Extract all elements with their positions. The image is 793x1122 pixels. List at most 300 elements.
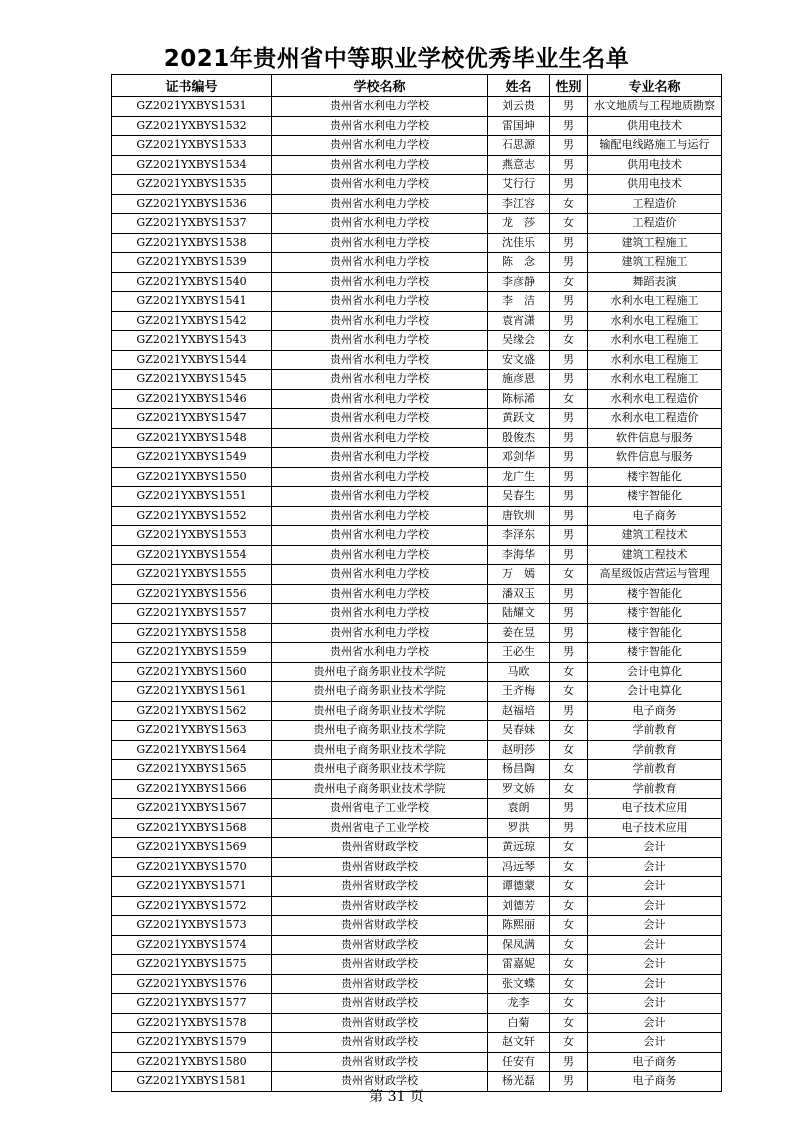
table-row xyxy=(112,331,722,351)
certificate-number-cell: GZ2021YXBYS1559 xyxy=(112,643,272,663)
certificate-number-cell: GZ2021YXBYS1551 xyxy=(112,487,272,507)
gender-cell: 女 xyxy=(550,194,588,214)
school-name-cell: 贵州电子商务职业技术学院 xyxy=(272,682,488,702)
gender-cell: 女 xyxy=(550,838,588,858)
table-row xyxy=(112,682,722,702)
school-name-cell: 贵州省水利电力学校 xyxy=(272,467,488,487)
school-name-cell: 贵州省水利电力学校 xyxy=(272,116,488,136)
table-row xyxy=(112,1033,722,1053)
school-name-cell: 贵州省水利电力学校 xyxy=(272,506,488,526)
certificate-number-cell: GZ2021YXBYS1560 xyxy=(112,662,272,682)
major-cell: 水利水电工程施工 xyxy=(588,311,722,331)
major-cell: 软件信息与服务 xyxy=(588,448,722,468)
gender-cell: 女 xyxy=(550,662,588,682)
school-name-cell: 贵州省财政学校 xyxy=(272,916,488,936)
gender-cell: 女 xyxy=(550,974,588,994)
major-cell: 供用电技术 xyxy=(588,116,722,136)
student-name-cell: 吴春妹 xyxy=(488,721,550,741)
student-name-cell: 王齐梅 xyxy=(488,682,550,702)
table-row xyxy=(112,389,722,409)
student-name-cell: 陈 念 xyxy=(488,253,550,273)
certificate-number-cell: GZ2021YXBYS1565 xyxy=(112,760,272,780)
school-name-cell: 贵州省财政学校 xyxy=(272,1072,488,1092)
certificate-number-cell: GZ2021YXBYS1541 xyxy=(112,292,272,312)
school-name-cell: 贵州省财政学校 xyxy=(272,935,488,955)
certificate-number-cell: GZ2021YXBYS1563 xyxy=(112,721,272,741)
student-name-cell: 王必生 xyxy=(488,643,550,663)
certificate-number-cell: GZ2021YXBYS1533 xyxy=(112,136,272,156)
table-row xyxy=(112,350,722,370)
major-cell: 学前教育 xyxy=(588,779,722,799)
school-name-cell: 贵州省财政学校 xyxy=(272,1033,488,1053)
school-name-cell: 贵州省电子工业学校 xyxy=(272,799,488,819)
student-name-cell: 邓剑华 xyxy=(488,448,550,468)
student-name-cell: 李 洁 xyxy=(488,292,550,312)
student-name-cell: 袁朗 xyxy=(488,799,550,819)
major-cell: 会计电算化 xyxy=(588,662,722,682)
certificate-number-cell: GZ2021YXBYS1532 xyxy=(112,116,272,136)
student-name-cell: 刘云贵 xyxy=(488,97,550,117)
table-row xyxy=(112,311,722,331)
table-row xyxy=(112,565,722,585)
school-name-cell: 贵州省水利电力学校 xyxy=(272,526,488,546)
school-name-cell: 贵州省水利电力学校 xyxy=(272,155,488,175)
gender-cell: 男 xyxy=(550,1072,588,1092)
table-row xyxy=(112,857,722,877)
certificate-number-cell: GZ2021YXBYS1562 xyxy=(112,701,272,721)
table-row xyxy=(112,740,722,760)
school-name-cell: 贵州省水利电力学校 xyxy=(272,350,488,370)
major-cell: 会计 xyxy=(588,896,722,916)
table-row xyxy=(112,370,722,390)
gender-cell: 男 xyxy=(550,545,588,565)
major-cell: 楼宇智能化 xyxy=(588,467,722,487)
major-cell: 会计 xyxy=(588,916,722,936)
major-cell: 供用电技术 xyxy=(588,175,722,195)
certificate-number-cell: GZ2021YXBYS1536 xyxy=(112,194,272,214)
table-row xyxy=(112,896,722,916)
gender-cell: 男 xyxy=(550,311,588,331)
major-cell: 电子技术应用 xyxy=(588,799,722,819)
major-cell: 建筑工程施工 xyxy=(588,253,722,273)
major-cell: 会计 xyxy=(588,1013,722,1033)
table-row xyxy=(112,877,722,897)
school-name-cell: 贵州省财政学校 xyxy=(272,1013,488,1033)
certificate-number-cell: GZ2021YXBYS1579 xyxy=(112,1033,272,1053)
major-cell: 楼宇智能化 xyxy=(588,623,722,643)
student-name-cell: 李海华 xyxy=(488,545,550,565)
school-name-cell: 贵州电子商务职业技术学院 xyxy=(272,779,488,799)
student-name-cell: 潘双玉 xyxy=(488,584,550,604)
major-cell: 会计 xyxy=(588,1033,722,1053)
gender-cell: 男 xyxy=(550,97,588,117)
gender-cell: 女 xyxy=(550,682,588,702)
student-name-cell: 黄跃文 xyxy=(488,409,550,429)
student-name-cell: 赵明莎 xyxy=(488,740,550,760)
table-row xyxy=(112,604,722,624)
certificate-number-cell: GZ2021YXBYS1548 xyxy=(112,428,272,448)
major-cell: 电子商务 xyxy=(588,701,722,721)
certificate-number-cell: GZ2021YXBYS1572 xyxy=(112,896,272,916)
gender-cell: 女 xyxy=(550,896,588,916)
student-name-cell: 李泽东 xyxy=(488,526,550,546)
gender-cell: 女 xyxy=(550,994,588,1014)
table-row xyxy=(112,701,722,721)
certificate-number-cell: GZ2021YXBYS1571 xyxy=(112,877,272,897)
certificate-number-cell: GZ2021YXBYS1543 xyxy=(112,331,272,351)
school-name-cell: 贵州电子商务职业技术学院 xyxy=(272,740,488,760)
student-name-cell: 保凤满 xyxy=(488,935,550,955)
school-name-cell: 贵州省水利电力学校 xyxy=(272,233,488,253)
school-name-cell: 贵州省水利电力学校 xyxy=(272,136,488,156)
gender-cell: 男 xyxy=(550,604,588,624)
student-name-cell: 李彦静 xyxy=(488,272,550,292)
student-name-cell: 冯远琴 xyxy=(488,857,550,877)
major-cell: 会计 xyxy=(588,994,722,1014)
gender-cell: 男 xyxy=(550,584,588,604)
certificate-number-cell: GZ2021YXBYS1531 xyxy=(112,97,272,117)
page-title: 2021年贵州省中等职业学校优秀毕业生名单 xyxy=(163,46,630,72)
school-name-cell: 贵州省水利电力学校 xyxy=(272,409,488,429)
major-cell: 水文地质与工程地质勘察 xyxy=(588,97,722,117)
table-row xyxy=(112,643,722,663)
major-cell: 楼宇智能化 xyxy=(588,584,722,604)
school-name-cell: 贵州电子商务职业技术学院 xyxy=(272,701,488,721)
school-name-cell: 贵州省财政学校 xyxy=(272,974,488,994)
gender-cell: 男 xyxy=(550,155,588,175)
table-row xyxy=(112,272,722,292)
major-cell: 会计 xyxy=(588,955,722,975)
school-name-cell: 贵州省水利电力学校 xyxy=(272,448,488,468)
student-name-cell: 安文盛 xyxy=(488,350,550,370)
gender-cell: 男 xyxy=(550,370,588,390)
certificate-number-cell: GZ2021YXBYS1567 xyxy=(112,799,272,819)
student-name-cell: 杨光磊 xyxy=(488,1072,550,1092)
student-name-cell: 雷国坤 xyxy=(488,116,550,136)
student-name-cell: 艾行行 xyxy=(488,175,550,195)
table-row xyxy=(112,526,722,546)
student-name-cell: 陆耀文 xyxy=(488,604,550,624)
table-row xyxy=(112,428,722,448)
school-name-cell: 贵州省财政学校 xyxy=(272,896,488,916)
table-row xyxy=(112,155,722,175)
major-cell: 输配电线路施工与运行 xyxy=(588,136,722,156)
gender-cell: 女 xyxy=(550,1033,588,1053)
student-name-cell: 姜在昱 xyxy=(488,623,550,643)
header-student-name: 姓名 xyxy=(488,75,550,97)
school-name-cell: 贵州省财政学校 xyxy=(272,857,488,877)
major-cell: 会计 xyxy=(588,857,722,877)
certificate-number-cell: GZ2021YXBYS1558 xyxy=(112,623,272,643)
school-name-cell: 贵州省水利电力学校 xyxy=(272,175,488,195)
table-row xyxy=(112,175,722,195)
gender-cell: 男 xyxy=(550,253,588,273)
major-cell: 电子商务 xyxy=(588,1052,722,1072)
header-gender: 性别 xyxy=(550,75,588,97)
certificate-number-cell: GZ2021YXBYS1539 xyxy=(112,253,272,273)
gender-cell: 男 xyxy=(550,136,588,156)
certificate-number-cell: GZ2021YXBYS1535 xyxy=(112,175,272,195)
header-certificate-number: 证书编号 xyxy=(112,75,272,97)
gender-cell: 男 xyxy=(550,623,588,643)
certificate-number-cell: GZ2021YXBYS1546 xyxy=(112,389,272,409)
school-name-cell: 贵州省电子工业学校 xyxy=(272,818,488,838)
table-row xyxy=(112,136,722,156)
school-name-cell: 贵州省水利电力学校 xyxy=(272,389,488,409)
school-name-cell: 贵州省财政学校 xyxy=(272,1052,488,1072)
gender-cell: 女 xyxy=(550,331,588,351)
school-name-cell: 贵州省财政学校 xyxy=(272,838,488,858)
gender-cell: 男 xyxy=(550,506,588,526)
gender-cell: 女 xyxy=(550,857,588,877)
table-row xyxy=(112,662,722,682)
major-cell: 电子商务 xyxy=(588,506,722,526)
gender-cell: 男 xyxy=(550,818,588,838)
school-name-cell: 贵州省水利电力学校 xyxy=(272,311,488,331)
gender-cell: 女 xyxy=(550,272,588,292)
certificate-number-cell: GZ2021YXBYS1542 xyxy=(112,311,272,331)
table-row xyxy=(112,974,722,994)
gender-cell: 男 xyxy=(550,799,588,819)
major-cell: 水利水电工程造价 xyxy=(588,409,722,429)
table-row xyxy=(112,253,722,273)
school-name-cell: 贵州省水利电力学校 xyxy=(272,272,488,292)
major-cell: 舞蹈表演 xyxy=(588,272,722,292)
table-row xyxy=(112,721,722,741)
student-name-cell: 唐钦圳 xyxy=(488,506,550,526)
school-name-cell: 贵州电子商务职业技术学院 xyxy=(272,721,488,741)
student-name-cell: 罗洪 xyxy=(488,818,550,838)
gender-cell: 女 xyxy=(550,565,588,585)
table-row xyxy=(112,994,722,1014)
gender-cell: 女 xyxy=(550,916,588,936)
table-row xyxy=(112,506,722,526)
certificate-number-cell: GZ2021YXBYS1568 xyxy=(112,818,272,838)
major-cell: 会计 xyxy=(588,838,722,858)
major-cell: 建筑工程施工 xyxy=(588,233,722,253)
school-name-cell: 贵州省水利电力学校 xyxy=(272,584,488,604)
certificate-number-cell: GZ2021YXBYS1554 xyxy=(112,545,272,565)
certificate-number-cell: GZ2021YXBYS1570 xyxy=(112,857,272,877)
major-cell: 水利水电工程施工 xyxy=(588,350,722,370)
student-name-cell: 沈佳乐 xyxy=(488,233,550,253)
school-name-cell: 贵州省水利电力学校 xyxy=(272,253,488,273)
table-row xyxy=(112,194,722,214)
table-row xyxy=(112,623,722,643)
table-row xyxy=(112,584,722,604)
header-school-name: 学校名称 xyxy=(272,75,488,97)
major-cell: 楼宇智能化 xyxy=(588,604,722,624)
school-name-cell: 贵州省水利电力学校 xyxy=(272,194,488,214)
certificate-number-cell: GZ2021YXBYS1566 xyxy=(112,779,272,799)
certificate-number-cell: GZ2021YXBYS1553 xyxy=(112,526,272,546)
student-name-cell: 马欧 xyxy=(488,662,550,682)
table-row xyxy=(112,916,722,936)
student-name-cell: 赵文轩 xyxy=(488,1033,550,1053)
major-cell: 学前教育 xyxy=(588,740,722,760)
gender-cell: 男 xyxy=(550,175,588,195)
school-name-cell: 贵州省财政学校 xyxy=(272,877,488,897)
gender-cell: 男 xyxy=(550,116,588,136)
major-cell: 电子技术应用 xyxy=(588,818,722,838)
school-name-cell: 贵州省财政学校 xyxy=(272,994,488,1014)
student-name-cell: 赵福培 xyxy=(488,701,550,721)
table-row xyxy=(112,116,722,136)
gender-cell: 女 xyxy=(550,760,588,780)
certificate-number-cell: GZ2021YXBYS1556 xyxy=(112,584,272,604)
major-cell: 会计电算化 xyxy=(588,682,722,702)
gender-cell: 女 xyxy=(550,214,588,234)
major-cell: 高星级饭店营运与管理 xyxy=(588,565,722,585)
major-cell: 学前教育 xyxy=(588,760,722,780)
major-cell: 会计 xyxy=(588,935,722,955)
certificate-number-cell: GZ2021YXBYS1545 xyxy=(112,370,272,390)
table-row xyxy=(112,487,722,507)
certificate-number-cell: GZ2021YXBYS1557 xyxy=(112,604,272,624)
student-name-cell: 黄远琼 xyxy=(488,838,550,858)
major-cell: 工程造价 xyxy=(588,194,722,214)
school-name-cell: 贵州省水利电力学校 xyxy=(272,292,488,312)
graduate-list-table xyxy=(111,74,722,1092)
gender-cell: 女 xyxy=(550,389,588,409)
certificate-number-cell: GZ2021YXBYS1544 xyxy=(112,350,272,370)
student-name-cell: 燕意志 xyxy=(488,155,550,175)
school-name-cell: 贵州省水利电力学校 xyxy=(272,604,488,624)
school-name-cell: 贵州省水利电力学校 xyxy=(272,643,488,663)
major-cell: 水利水电工程造价 xyxy=(588,389,722,409)
certificate-number-cell: GZ2021YXBYS1552 xyxy=(112,506,272,526)
gender-cell: 女 xyxy=(550,740,588,760)
student-name-cell: 龙广生 xyxy=(488,467,550,487)
student-name-cell: 刘德芳 xyxy=(488,896,550,916)
major-cell: 软件信息与服务 xyxy=(588,428,722,448)
certificate-number-cell: GZ2021YXBYS1538 xyxy=(112,233,272,253)
certificate-number-cell: GZ2021YXBYS1561 xyxy=(112,682,272,702)
certificate-number-cell: GZ2021YXBYS1550 xyxy=(112,467,272,487)
student-name-cell: 万 嫣 xyxy=(488,565,550,585)
student-name-cell: 龙李 xyxy=(488,994,550,1014)
student-name-cell: 雷嘉妮 xyxy=(488,955,550,975)
major-cell: 楼宇智能化 xyxy=(588,487,722,507)
gender-cell: 男 xyxy=(550,350,588,370)
student-name-cell: 李江容 xyxy=(488,194,550,214)
student-name-cell: 吴春生 xyxy=(488,487,550,507)
major-cell: 工程造价 xyxy=(588,214,722,234)
gender-cell: 女 xyxy=(550,877,588,897)
table-header-row xyxy=(112,75,722,97)
student-name-cell: 龙 莎 xyxy=(488,214,550,234)
table-body xyxy=(112,97,722,1092)
student-name-cell: 任安有 xyxy=(488,1052,550,1072)
school-name-cell: 贵州省水利电力学校 xyxy=(272,214,488,234)
gender-cell: 男 xyxy=(550,428,588,448)
gender-cell: 男 xyxy=(550,233,588,253)
certificate-number-cell: GZ2021YXBYS1564 xyxy=(112,740,272,760)
major-cell: 电子商务 xyxy=(588,1072,722,1092)
gender-cell: 男 xyxy=(550,292,588,312)
school-name-cell: 贵州省水利电力学校 xyxy=(272,487,488,507)
table-row xyxy=(112,818,722,838)
table-row xyxy=(112,214,722,234)
school-name-cell: 贵州省水利电力学校 xyxy=(272,428,488,448)
student-name-cell: 张文蝶 xyxy=(488,974,550,994)
school-name-cell: 贵州省水利电力学校 xyxy=(272,370,488,390)
table-row xyxy=(112,545,722,565)
certificate-number-cell: GZ2021YXBYS1576 xyxy=(112,974,272,994)
gender-cell: 男 xyxy=(550,487,588,507)
student-name-cell: 陈标浠 xyxy=(488,389,550,409)
gender-cell: 男 xyxy=(550,467,588,487)
table-row xyxy=(112,799,722,819)
student-name-cell: 杨昌陶 xyxy=(488,760,550,780)
major-cell: 水利水电工程施工 xyxy=(588,370,722,390)
gender-cell: 女 xyxy=(550,721,588,741)
student-name-cell: 殷俊杰 xyxy=(488,428,550,448)
school-name-cell: 贵州省水利电力学校 xyxy=(272,331,488,351)
table-row xyxy=(112,448,722,468)
certificate-number-cell: GZ2021YXBYS1537 xyxy=(112,214,272,234)
gender-cell: 男 xyxy=(550,409,588,429)
major-cell: 会计 xyxy=(588,877,722,897)
certificate-number-cell: GZ2021YXBYS1547 xyxy=(112,409,272,429)
gender-cell: 男 xyxy=(550,448,588,468)
certificate-number-cell: GZ2021YXBYS1549 xyxy=(112,448,272,468)
certificate-number-cell: GZ2021YXBYS1577 xyxy=(112,994,272,1014)
school-name-cell: 贵州省水利电力学校 xyxy=(272,565,488,585)
table-row xyxy=(112,409,722,429)
certificate-number-cell: GZ2021YXBYS1574 xyxy=(112,935,272,955)
header-major: 专业名称 xyxy=(588,75,722,97)
gender-cell: 女 xyxy=(550,1013,588,1033)
table-row xyxy=(112,1013,722,1033)
student-name-cell: 吴缘会 xyxy=(488,331,550,351)
table-row xyxy=(112,1052,722,1072)
gender-cell: 男 xyxy=(550,701,588,721)
certificate-number-cell: GZ2021YXBYS1575 xyxy=(112,955,272,975)
table-row xyxy=(112,467,722,487)
school-name-cell: 贵州省水利电力学校 xyxy=(272,97,488,117)
student-name-cell: 石思源 xyxy=(488,136,550,156)
school-name-cell: 贵州省水利电力学校 xyxy=(272,545,488,565)
certificate-number-cell: GZ2021YXBYS1534 xyxy=(112,155,272,175)
certificate-number-cell: GZ2021YXBYS1581 xyxy=(112,1072,272,1092)
major-cell: 建筑工程技术 xyxy=(588,526,722,546)
certificate-number-cell: GZ2021YXBYS1573 xyxy=(112,916,272,936)
student-name-cell: 白菊 xyxy=(488,1013,550,1033)
table-row xyxy=(112,760,722,780)
table-row xyxy=(112,955,722,975)
major-cell: 学前教育 xyxy=(588,721,722,741)
table-row xyxy=(112,233,722,253)
gender-cell: 男 xyxy=(550,526,588,546)
certificate-number-cell: GZ2021YXBYS1578 xyxy=(112,1013,272,1033)
school-name-cell: 贵州电子商务职业技术学院 xyxy=(272,662,488,682)
student-name-cell: 罗文娇 xyxy=(488,779,550,799)
certificate-number-cell: GZ2021YXBYS1580 xyxy=(112,1052,272,1072)
table-row xyxy=(112,97,722,117)
student-name-cell: 袁宵潇 xyxy=(488,311,550,331)
school-name-cell: 贵州省财政学校 xyxy=(272,955,488,975)
gender-cell: 男 xyxy=(550,1052,588,1072)
table-row xyxy=(112,838,722,858)
certificate-number-cell: GZ2021YXBYS1555 xyxy=(112,565,272,585)
student-name-cell: 谭德蒙 xyxy=(488,877,550,897)
major-cell: 水利水电工程施工 xyxy=(588,331,722,351)
gender-cell: 男 xyxy=(550,643,588,663)
table-row xyxy=(112,779,722,799)
table-row xyxy=(112,935,722,955)
major-cell: 建筑工程技术 xyxy=(588,545,722,565)
